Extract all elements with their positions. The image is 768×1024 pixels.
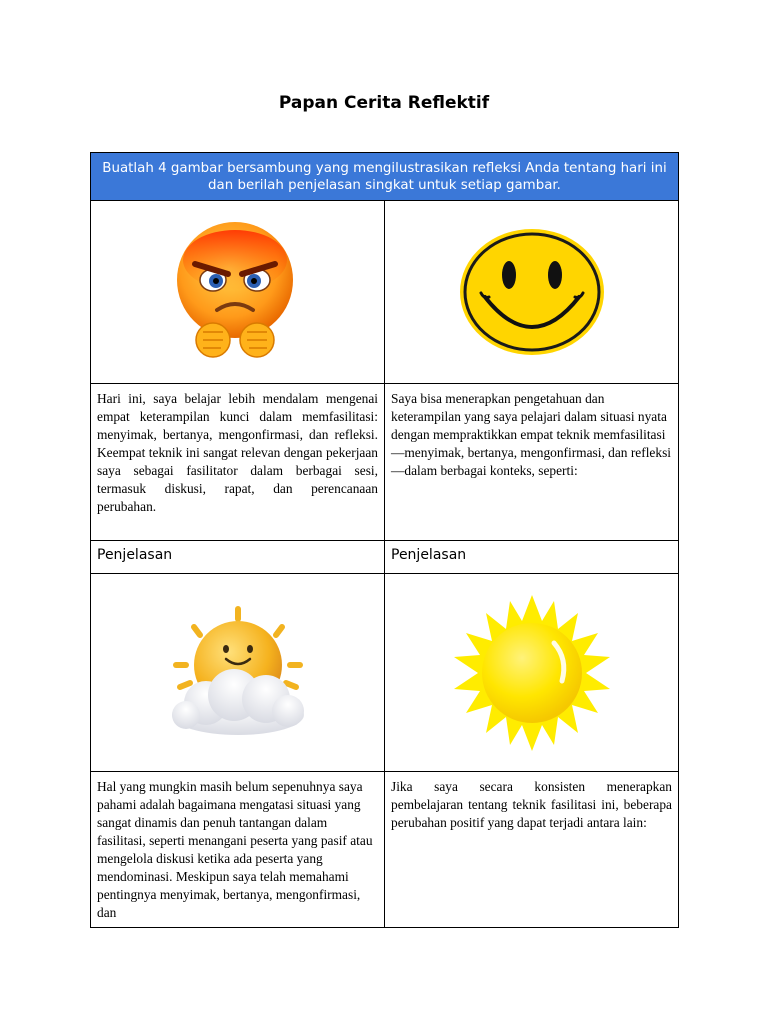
smiley-face-icon [457, 227, 607, 357]
panel-2-text-cell [385, 384, 678, 540]
bright-sun-icon [452, 593, 612, 753]
panel-2-label: Penjelasan [391, 547, 467, 563]
panel-3-text-cell [91, 772, 384, 927]
panel-1-text: Hari ini, saya belajar lebih mendalam mengenai empat keterampilan kunci dalam memfasilitasi: menyimak, bertanya, mengonfirmasi, dan refleksi. Keempat teknik ini sangat relevan dengan pekerjaan saya sebagai fasilitator dalam berbagai sesi, termasuk diskusi, rapat, dan perencanaan perubahan. [97, 391, 378, 514]
page-title: Papan Cerita Reflektif [278, 93, 490, 113]
sun-behind-cloud-icon [168, 603, 308, 743]
panel-4-text: Jika saya secara konsisten menerapkan pembelajaran tentang teknik fasilitasi ini, beberapa perubahan positif yang dapat terjadi antara lain: [391, 779, 672, 830]
panel-3-text: Hal yang mungkin masih belum sepenuhnya saya pahami adalah bagaimana mengatasi situasi yang sangat dinamis dan penuh tantangan dalam fasilitasi, seperti menangani peserta yang pasif atau mengelola diskusi ketika ada peserta yang mendominasi. Meskipun saya telah memahami pentingnya menyimak, bertanya, mengonfirmasi, dan [97, 779, 373, 920]
panel-3-image-cell [91, 574, 384, 771]
panel-2-image-cell [385, 201, 678, 383]
angry-face-icon [173, 222, 303, 362]
panel-1-text-cell [91, 384, 384, 540]
panel-1-label: Penjelasan [97, 547, 173, 563]
panel-2-label-cell [385, 541, 678, 573]
panel-4-text-cell [385, 772, 678, 927]
panel-2-text: Saya bisa menerapkan pengetahuan dan keterampilan yang saya pelajari dalam situasi nyata dengan mempraktikkan empat teknik memfasilitasi—menyimak, bertanya, mengonfirmasi, dan refleksi—dalam berbagai konteks, seperti: [391, 391, 672, 478]
instruction-header: Buatlah 4 gambar bersambung yang mengilustrasikan refleksi Anda tentang hari ini dan berilah penjelasan singkat untuk setiap gambar. [91, 153, 678, 200]
panel-1-image-cell [91, 201, 384, 383]
panel-4-image-cell [385, 574, 678, 771]
storyboard-table [90, 152, 679, 928]
panel-1-label-cell [91, 541, 384, 573]
